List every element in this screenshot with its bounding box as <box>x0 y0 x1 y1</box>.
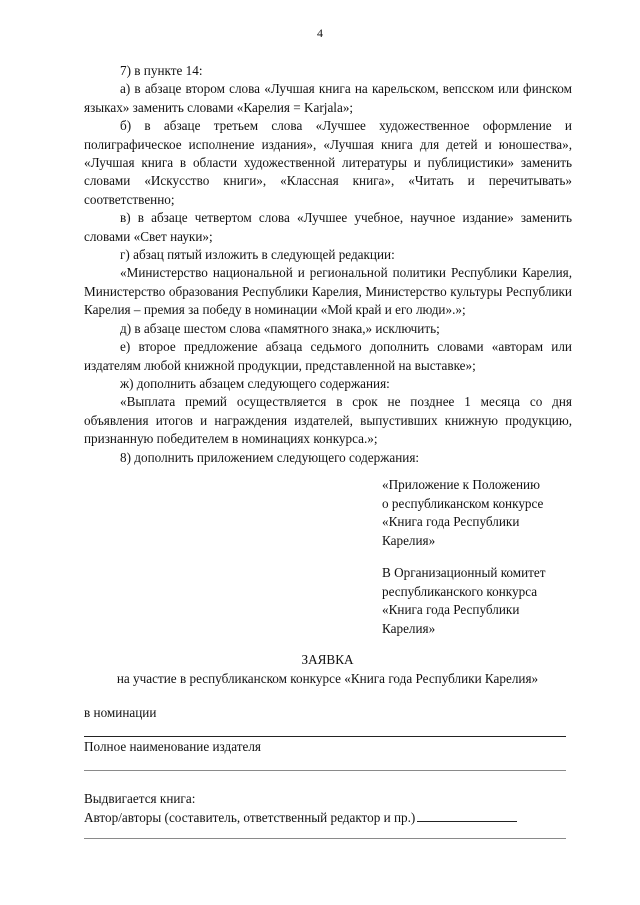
appendix-header-line: «Книга года Республики <box>382 514 520 530</box>
paragraph-item-7zh: ж) дополнить абзацем следующего содержания: <box>120 375 390 391</box>
nomination-label: в номинации <box>84 705 157 720</box>
nomination-blank-line[interactable] <box>84 736 566 737</box>
committee-header-line: Карелия» <box>382 620 436 636</box>
paragraph-item-8: 8) дополнить приложением следующего содержания: <box>120 449 420 465</box>
form-subtitle: на участие в республиканском конкурсе «Книга года Республики Карелия» <box>116 671 539 686</box>
publisher-label: Полное наименование издателя <box>84 739 261 754</box>
paragraph-item-7g: г) абзац пятый изложить в следующей редакции: <box>120 247 395 263</box>
publisher-blank-line[interactable] <box>84 770 566 771</box>
paragraph-item-7b: б) в абзаце третьем слова «Лучшее художественное оформление и полиграфическое исполнение издания», «Лучшая книга для детей и юношества», «Лучшая книга в области художественной литературы и публицистики» заменить словами «Искусство книги», «Классная книга», «Читать и перечитывать» соответственно; <box>84 118 572 207</box>
appendix-header-line: о республиканском конкурсе <box>382 495 544 511</box>
appendix-header <box>382 476 582 550</box>
paragraph-ministries: «Министерство национальной и региональной политики Республики Карелия, Министерство образования Республики Карелия, Министерство культуры Республики Карелия – премия за победу в номинации «Мой край и его люди».»; <box>84 265 572 318</box>
authors-blank-line[interactable] <box>417 808 517 822</box>
amendments-text <box>84 62 572 467</box>
paragraph-item-7a: а) в абзаце втором слова «Лучшая книга на карельском, вепсском или финском языках» заменить словами «Карелия = Karjala»; <box>84 81 572 115</box>
authors-label: Автор/авторы (составитель, ответственный редактор и пр.) <box>84 810 416 825</box>
committee-header-line: республиканского конкурса <box>382 583 538 599</box>
page-number: 4 <box>317 26 323 40</box>
authors-extra-blank-line[interactable] <box>84 838 566 839</box>
paragraph-item-7d: д) в абзаце шестом слова «памятного знака,» исключить; <box>120 320 440 336</box>
committee-header-line: В Организационный комитет <box>382 565 546 580</box>
authors-field <box>84 808 574 827</box>
paragraph-item-7v: в) в абзаце четвертом слова «Лучшее учебное, научное издание» заменить словами «Свет науки»; <box>84 210 572 244</box>
book-label: Выдвигается книга: <box>84 791 196 806</box>
paragraph-item-7: 7) в пункте 14: <box>120 63 203 78</box>
form-title: ЗАЯВКА <box>301 652 354 667</box>
appendix-header-line: «Приложение к Положению <box>382 477 540 492</box>
appendix-header-line: Карелия» <box>382 532 436 548</box>
committee-header-line: «Книга года Республики <box>382 602 520 618</box>
paragraph-prize-payment: «Выплата премий осуществляется в срок не позднее 1 месяца со дня объявления итогов и награждения издателей, выпустивших книжную продукцию, признанную победителем в номинациях конкурса.»; <box>84 394 572 447</box>
paragraph-item-7e: е) второе предложение абзаца седьмого дополнить словами «авторам или издателям любой книжной продукции, представленной на выставке»; <box>84 339 572 373</box>
committee-header <box>382 564 582 638</box>
